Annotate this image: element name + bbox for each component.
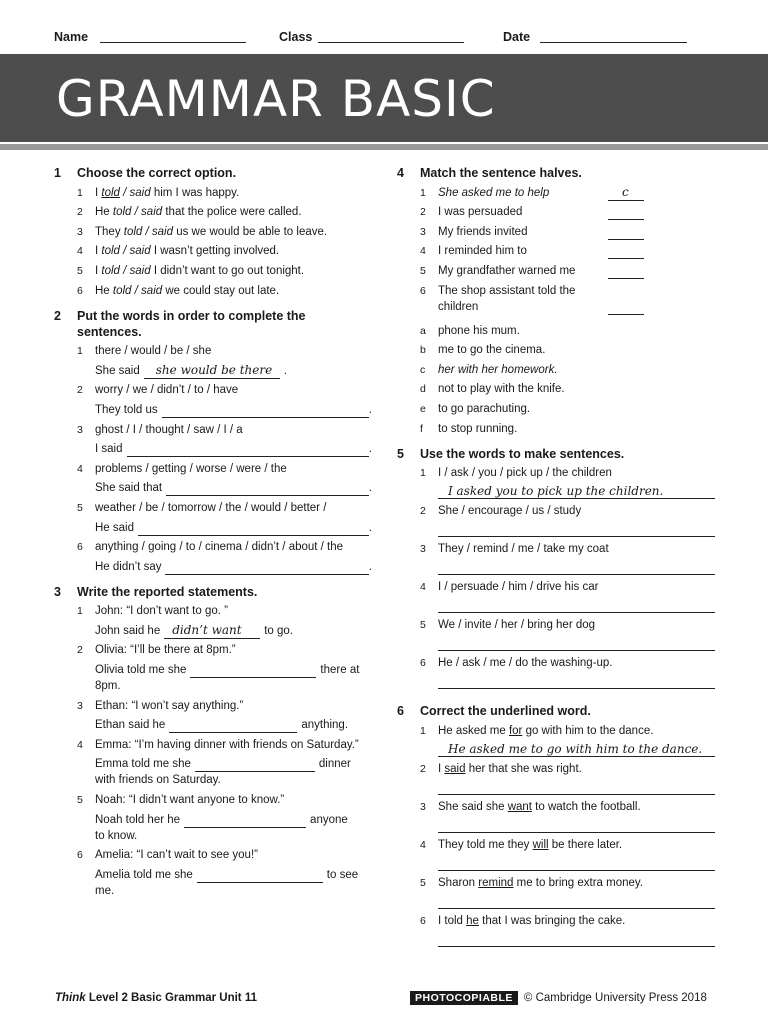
banner-rule bbox=[0, 144, 768, 150]
answer-tail: anyone bbox=[310, 813, 348, 826]
sentence-post: go with him to the dance. bbox=[522, 724, 654, 737]
option-said[interactable]: said bbox=[141, 284, 163, 297]
exercise-5-title: Use the words to make sentences. bbox=[420, 446, 625, 461]
sentence-pre: Sharon bbox=[438, 876, 479, 889]
item-number: 5 bbox=[77, 264, 83, 277]
ex6-item bbox=[420, 799, 715, 815]
item-number: 1 bbox=[420, 467, 426, 480]
answer-line-answer: I asked you to pick up the children. bbox=[448, 484, 664, 499]
ex3-item bbox=[77, 847, 372, 863]
word-prompt: I / persuade / him / drive his car bbox=[438, 581, 599, 594]
ex1-item bbox=[77, 224, 372, 240]
item-number: 6 bbox=[77, 849, 83, 862]
option-sep: / bbox=[119, 264, 130, 277]
sentence bbox=[438, 913, 715, 929]
item-number: 2 bbox=[420, 762, 426, 775]
quote-text: Noah: “I didn’t want anyone to know.” bbox=[95, 794, 285, 807]
answer-blank[interactable] bbox=[162, 405, 369, 418]
item-number: 5 bbox=[77, 794, 83, 807]
ex2-item bbox=[77, 461, 372, 477]
answer-blank[interactable] bbox=[164, 622, 260, 639]
word-prompt: They / remind / me / take my coat bbox=[438, 543, 609, 556]
quote-text: Ethan: “I won’t say anything.” bbox=[95, 699, 244, 712]
item-number: 5 bbox=[77, 501, 83, 514]
ex4-right-item bbox=[420, 381, 715, 397]
word-prompt: She / encourage / us / study bbox=[438, 505, 582, 518]
underlined-word: remind bbox=[478, 876, 514, 889]
match-blank[interactable] bbox=[608, 184, 644, 201]
word-prompt: We / invite / her / bring her dog bbox=[438, 619, 596, 632]
item-post: we could stay out late. bbox=[162, 284, 280, 297]
item-number: 1 bbox=[77, 345, 83, 358]
answer-blank-answer: she would be there bbox=[155, 362, 273, 377]
underlined-word: will bbox=[532, 838, 549, 851]
answer-blank[interactable] bbox=[127, 444, 369, 457]
answer-lead: He didn’t say bbox=[95, 560, 162, 573]
sentence-half: not to play with the knife. bbox=[438, 383, 565, 396]
item-pre: I bbox=[95, 245, 102, 258]
answer-blank[interactable] bbox=[138, 523, 369, 536]
answer-tail: to see bbox=[326, 868, 359, 881]
name-line[interactable] bbox=[100, 42, 246, 43]
sentence-post: me to bring extra money. bbox=[513, 876, 643, 889]
item-number: 2 bbox=[77, 384, 83, 397]
item-post: I didn’t want to go out tonight. bbox=[150, 264, 305, 277]
item-text bbox=[95, 283, 372, 299]
exercise-5-number: 5 bbox=[397, 446, 404, 461]
ex2-answer-row bbox=[77, 402, 372, 418]
item-letter: a bbox=[420, 324, 426, 337]
option-said[interactable]: said bbox=[129, 186, 151, 199]
item-number: 2 bbox=[420, 505, 426, 518]
ex6-item bbox=[420, 761, 715, 777]
word-prompt: ghost / I / thought / saw / I / a bbox=[95, 423, 243, 436]
sentence-post: her that she was right. bbox=[465, 762, 582, 775]
item-number: 6 bbox=[77, 284, 83, 297]
sentence-half: She asked me to help bbox=[438, 186, 550, 199]
item-text bbox=[95, 243, 372, 259]
sentence-post: that I was bringing the cake. bbox=[478, 914, 626, 927]
underlined-word: he bbox=[466, 914, 479, 927]
ex3-answer-row bbox=[77, 756, 372, 772]
ex4-left-item bbox=[420, 224, 715, 240]
ex6-item bbox=[420, 837, 715, 853]
option-said[interactable]: said bbox=[129, 245, 151, 258]
item-number: 2 bbox=[77, 644, 83, 657]
item-number: 4 bbox=[420, 838, 426, 851]
sentence-half: phone his mum. bbox=[438, 324, 520, 337]
item-pre: He bbox=[95, 206, 113, 219]
quote-text: Amelia: “I can’t wait to see you!” bbox=[95, 849, 258, 862]
ex4-right-item bbox=[420, 362, 715, 378]
item-letter: c bbox=[420, 363, 426, 376]
item-number: 4 bbox=[420, 245, 426, 258]
answer-line[interactable] bbox=[438, 483, 715, 499]
answer-lead: She said bbox=[95, 364, 140, 377]
item-post: him I was happy. bbox=[150, 186, 240, 199]
footer-series-italic: Think bbox=[55, 992, 86, 1004]
answer-end: . bbox=[368, 443, 372, 456]
answer-end: . bbox=[368, 560, 372, 573]
underlined-word: want bbox=[507, 800, 532, 813]
ex3-item bbox=[77, 603, 372, 619]
ex6-item bbox=[420, 723, 715, 739]
answer-lead: She said that bbox=[95, 482, 163, 495]
answer-lead: Ethan said he bbox=[95, 719, 166, 732]
sentence-pre: He asked me bbox=[438, 724, 509, 737]
option-sep: / bbox=[131, 206, 142, 219]
exercise-3-title: Write the reported statements. bbox=[77, 584, 258, 599]
ex3-answer-row bbox=[77, 662, 372, 678]
sentence bbox=[438, 761, 715, 777]
exercise-4-title: Match the sentence halves. bbox=[420, 166, 582, 180]
item-number: 6 bbox=[420, 657, 426, 670]
item-number: 6 bbox=[77, 541, 83, 554]
ex4-right-item bbox=[420, 342, 715, 358]
exercise-4-number: 4 bbox=[397, 166, 404, 180]
answer-end: . bbox=[368, 521, 372, 534]
word-prompt: there / would / be / she bbox=[95, 345, 212, 358]
answer-tail: to go. bbox=[264, 624, 293, 637]
item-post: I wasn’t getting involved. bbox=[150, 245, 280, 258]
answer-line[interactable] bbox=[438, 893, 715, 909]
item-number: 5 bbox=[420, 876, 426, 889]
match-blank-answer: c bbox=[622, 184, 629, 199]
item-letter: b bbox=[420, 344, 426, 357]
option-told[interactable]: told bbox=[101, 186, 120, 199]
option-told[interactable]: told bbox=[112, 284, 132, 297]
word-prompt: worry / we / didn’t / to / have bbox=[95, 384, 239, 397]
word-prompt: He / ask / me / do the washing-up. bbox=[438, 657, 613, 670]
answer-lead: Emma told me she bbox=[95, 758, 191, 771]
ex5-item bbox=[420, 655, 715, 671]
item-number: 4 bbox=[77, 738, 83, 751]
sentence-half: The shop assistant told the children bbox=[438, 284, 576, 313]
ex1-item bbox=[77, 263, 372, 279]
match-blank[interactable] bbox=[608, 246, 644, 259]
item-pre: He bbox=[95, 284, 113, 297]
ex2-answer-row bbox=[77, 520, 372, 536]
exercise-2 bbox=[54, 308, 372, 575]
answer-line[interactable] bbox=[438, 931, 715, 947]
answer-blank[interactable] bbox=[166, 483, 369, 496]
answer-lead: Olivia told me she bbox=[95, 664, 187, 677]
match-blank[interactable] bbox=[608, 207, 644, 220]
ex2-item bbox=[77, 500, 372, 516]
word-prompt: anything / going / to / cinema / didn’t / about / the bbox=[95, 541, 344, 554]
answer-lead: He said bbox=[95, 521, 134, 534]
quote-text: John: “I don’t want to go. ” bbox=[95, 605, 228, 618]
answer-lead: Noah told her he bbox=[95, 813, 181, 826]
answer-line[interactable] bbox=[438, 559, 715, 575]
ex1-item bbox=[77, 283, 372, 299]
exercise-4 bbox=[397, 165, 715, 437]
answer-lead: Amelia told me she bbox=[95, 868, 193, 881]
ex2-answer-row bbox=[77, 559, 372, 575]
answer-tail: anything. bbox=[301, 719, 349, 732]
quote-text: Olivia: “I’ll be there at 8pm.” bbox=[95, 644, 236, 657]
answer-blank[interactable] bbox=[144, 362, 280, 379]
answer-blank[interactable] bbox=[190, 665, 316, 678]
item-number: 6 bbox=[420, 914, 426, 927]
ex6-item bbox=[420, 875, 715, 891]
underlined-word: for bbox=[508, 724, 523, 737]
photocopiable-badge: PHOTOCOPIABLE bbox=[410, 991, 518, 1005]
answer-end: . bbox=[368, 403, 372, 416]
item-pre: I bbox=[95, 186, 102, 199]
item-number: 6 bbox=[420, 284, 426, 297]
ex4-right-item bbox=[420, 401, 715, 417]
copyright-text: © Cambridge University Press 2018 bbox=[523, 992, 707, 1004]
ex4-left-item bbox=[420, 283, 715, 315]
exercise-6 bbox=[397, 703, 715, 947]
ex4-left-item bbox=[420, 243, 715, 259]
ex5-item bbox=[420, 541, 715, 557]
class-label: Class bbox=[279, 30, 313, 44]
ex3-answer-cont: me. bbox=[95, 884, 115, 897]
item-number: 4 bbox=[77, 245, 83, 258]
sentence-half: to go parachuting. bbox=[438, 402, 531, 415]
left-column bbox=[54, 165, 372, 899]
option-told[interactable]: told bbox=[112, 206, 132, 219]
answer-line[interactable] bbox=[438, 779, 715, 795]
ex5-item bbox=[420, 579, 715, 595]
item-number: 3 bbox=[77, 225, 83, 238]
item-number: 3 bbox=[77, 699, 83, 712]
option-told[interactable]: told bbox=[101, 264, 120, 277]
sentence-half: I reminded him to bbox=[438, 245, 527, 258]
answer-end: . bbox=[283, 364, 287, 377]
match-blank[interactable] bbox=[608, 266, 644, 279]
sentence bbox=[438, 723, 715, 739]
exercise-5 bbox=[397, 446, 715, 690]
exercise-2-number: 2 bbox=[54, 308, 61, 323]
item-text bbox=[95, 224, 372, 240]
item-number: 3 bbox=[77, 423, 83, 436]
sentence bbox=[438, 799, 715, 815]
answer-lead: They told us bbox=[95, 403, 158, 416]
sentence-post: to watch the football. bbox=[531, 800, 641, 813]
answer-blank-answer: didn’t want bbox=[172, 622, 242, 637]
item-text bbox=[95, 204, 372, 220]
item-number: 3 bbox=[420, 225, 426, 238]
word-prompt: weather / be / tomorrow / the / would / better / bbox=[95, 501, 327, 514]
ex4-right-item bbox=[420, 323, 715, 339]
sentence-post: be there later. bbox=[548, 838, 623, 851]
ex2-item bbox=[77, 539, 372, 555]
ex3-item bbox=[77, 642, 372, 658]
sentence-half: to stop running. bbox=[438, 422, 518, 435]
date-label: Date bbox=[503, 30, 531, 44]
sentence bbox=[438, 875, 715, 891]
match-blank[interactable] bbox=[608, 302, 644, 315]
sentence-pre: She said she bbox=[438, 800, 508, 813]
footer-series-rest: Level 2 Basic Grammar Unit 11 bbox=[85, 992, 257, 1004]
ex2-answer-row bbox=[77, 480, 372, 496]
ex3-item bbox=[77, 792, 372, 808]
answer-lead: John said he bbox=[95, 624, 161, 637]
item-number: 1 bbox=[77, 605, 83, 618]
option-said[interactable]: said bbox=[141, 206, 163, 219]
class-line[interactable] bbox=[318, 42, 464, 43]
option-sep: / bbox=[119, 245, 130, 258]
item-letter: f bbox=[420, 422, 423, 435]
ex4-left-item bbox=[420, 185, 715, 201]
answer-line[interactable] bbox=[438, 741, 715, 757]
exercise-1-title: Choose the correct option. bbox=[77, 166, 237, 180]
word-prompt: I / ask / you / pick up / the children bbox=[438, 467, 612, 480]
underlined-word: said bbox=[444, 762, 466, 775]
exercise-6-title: Correct the underlined word. bbox=[420, 704, 591, 719]
option-sep: / bbox=[142, 225, 152, 238]
ex3-item bbox=[77, 737, 372, 753]
option-said[interactable]: said bbox=[129, 264, 151, 277]
ex4-left-item bbox=[420, 263, 715, 279]
ex4-right-item bbox=[420, 421, 715, 437]
answer-line-answer: He asked me to go with him to the dance. bbox=[448, 741, 703, 756]
ex3-answer-cont: with friends on Saturday. bbox=[95, 774, 221, 787]
exercise-6-number: 6 bbox=[397, 704, 404, 719]
footer-copyright bbox=[410, 991, 707, 1005]
option-told[interactable]: told bbox=[123, 225, 143, 238]
sentence-half: My grandfather warned me bbox=[438, 264, 576, 277]
ex2-answer-row bbox=[77, 363, 372, 379]
answer-tail: dinner bbox=[318, 758, 351, 771]
sentence-pre: They told me they bbox=[438, 838, 533, 851]
ex3-answer-row bbox=[77, 717, 372, 733]
exercise-1 bbox=[54, 165, 372, 299]
sentence-pre: I bbox=[438, 762, 445, 775]
item-number: 1 bbox=[77, 186, 83, 199]
item-number: 1 bbox=[420, 186, 426, 199]
word-prompt: problems / getting / worse / were / the bbox=[95, 462, 287, 475]
date-line[interactable] bbox=[540, 42, 687, 43]
page-title: GRAMMAR BASIC bbox=[56, 70, 496, 128]
ex1-item bbox=[77, 243, 372, 259]
answer-line[interactable] bbox=[438, 521, 715, 537]
ex3-answer-row bbox=[77, 812, 372, 828]
item-pre: I bbox=[95, 264, 102, 277]
sentence-half: I was persuaded bbox=[438, 206, 523, 219]
item-number: 3 bbox=[420, 800, 426, 813]
ex1-item bbox=[77, 185, 372, 201]
option-said[interactable]: said bbox=[151, 225, 174, 238]
answer-line[interactable] bbox=[438, 817, 715, 833]
answer-line[interactable] bbox=[438, 673, 715, 689]
quote-text: Emma: “I’m having dinner with friends on Saturday.” bbox=[95, 738, 359, 751]
ex3-item bbox=[77, 698, 372, 714]
exercise-3-number: 3 bbox=[54, 584, 61, 599]
exercise-2-title: Put the words in order to complete the sentences. bbox=[77, 308, 306, 339]
answer-lead: I said bbox=[95, 443, 123, 456]
option-told[interactable]: told bbox=[101, 245, 120, 258]
item-number: 2 bbox=[77, 206, 83, 219]
item-pre: They bbox=[95, 225, 124, 238]
right-column bbox=[397, 165, 715, 951]
ex3-answer-row bbox=[77, 867, 372, 883]
item-letter: e bbox=[420, 402, 426, 415]
ex5-item bbox=[420, 503, 715, 519]
answer-tail: there at bbox=[320, 664, 360, 677]
ex3-answer-cont: 8pm. bbox=[95, 680, 121, 693]
ex2-item bbox=[77, 422, 372, 438]
ex2-item bbox=[77, 382, 372, 398]
match-blank[interactable] bbox=[608, 227, 644, 240]
sentence-half: her with her homework. bbox=[438, 363, 558, 376]
answer-blank[interactable] bbox=[184, 815, 306, 828]
answer-blank[interactable] bbox=[197, 870, 323, 883]
answer-line[interactable] bbox=[438, 597, 715, 613]
ex3-answer-row bbox=[77, 623, 372, 639]
item-letter: d bbox=[420, 383, 426, 396]
sentence-half: My friends invited bbox=[438, 225, 528, 238]
sentence-half: me to go the cinema. bbox=[438, 344, 546, 357]
name-label: Name bbox=[54, 30, 89, 44]
ex6-item bbox=[420, 913, 715, 929]
option-sep: / bbox=[131, 284, 142, 297]
ex5-item bbox=[420, 465, 715, 481]
answer-blank[interactable] bbox=[165, 562, 368, 575]
item-number: 5 bbox=[420, 264, 426, 277]
item-post: us we would be able to leave. bbox=[173, 225, 328, 238]
ex4-left-item bbox=[420, 204, 715, 220]
exercise-1-number: 1 bbox=[54, 166, 61, 180]
answer-line[interactable] bbox=[438, 855, 715, 871]
sentence-pre: I told bbox=[438, 914, 467, 927]
item-text bbox=[95, 263, 372, 279]
item-post: that the police were called. bbox=[162, 206, 302, 219]
ex3-answer-cont: to know. bbox=[95, 829, 138, 842]
ex5-item bbox=[420, 617, 715, 633]
item-number: 4 bbox=[77, 462, 83, 475]
item-text bbox=[95, 185, 372, 201]
ex2-answer-row bbox=[77, 441, 372, 457]
answer-end: . bbox=[368, 482, 372, 495]
item-number: 4 bbox=[420, 581, 426, 594]
sentence bbox=[438, 837, 715, 853]
exercise-3 bbox=[54, 584, 372, 899]
answer-blank[interactable] bbox=[169, 720, 297, 733]
ex2-item bbox=[77, 343, 372, 359]
option-sep: / bbox=[119, 186, 130, 199]
item-number: 5 bbox=[420, 619, 426, 632]
answer-blank[interactable] bbox=[195, 759, 315, 772]
item-number: 2 bbox=[420, 206, 426, 219]
item-number: 1 bbox=[420, 724, 426, 737]
answer-line[interactable] bbox=[438, 635, 715, 651]
footer-series bbox=[55, 992, 257, 1004]
ex1-item bbox=[77, 204, 372, 220]
item-number: 3 bbox=[420, 543, 426, 556]
